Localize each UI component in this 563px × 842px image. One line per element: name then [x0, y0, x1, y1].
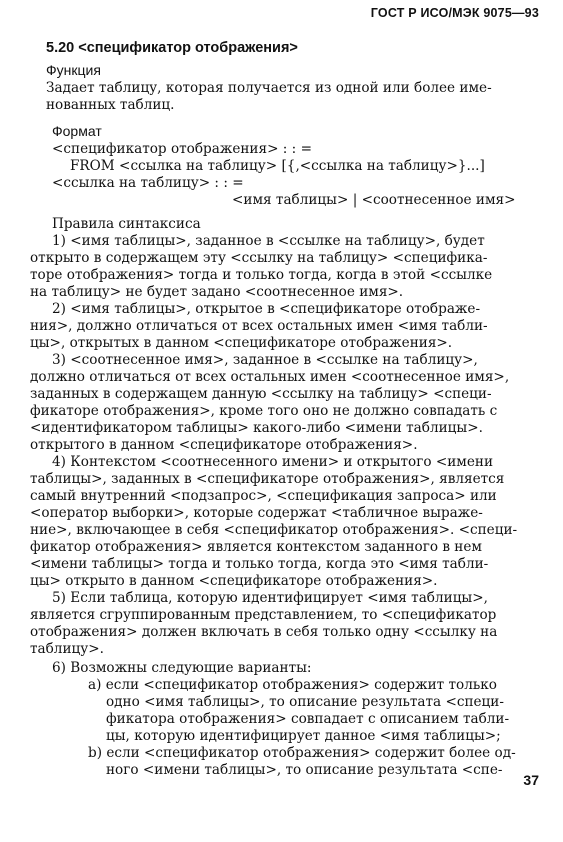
text-line: <оператор выборки>, которые содержат <табличное выраже-: [30, 505, 483, 521]
text-line: Задает таблицу, которая получается из одной или более име-: [46, 80, 492, 96]
text-line: Формат: [52, 123, 102, 139]
text-line: самый внутренний <подзапрос>, <спецификация запроса> или: [30, 488, 497, 504]
text-line: заданных в содержащем данную <ссылку на таблицу> <специ-: [30, 386, 492, 402]
text-line: таблицу>.: [30, 641, 104, 657]
text-line: 3) <соотнесенное имя>, заданное в <ссылке на таблицу>,: [52, 352, 478, 368]
text-line: фикаторе отображения>, кроме того оно не должно совпадать с: [30, 403, 498, 419]
section-title: 5.20 <спецификатор отображения>: [46, 40, 298, 56]
text-line: нованных таблиц.: [46, 97, 175, 113]
text-line: торе отображения> тогда и только тогда, когда в этой <ссылке: [30, 267, 493, 283]
document-header: ГОСТ Р ИСО/МЭК 9075—93: [370, 6, 539, 20]
text-line: <спецификатор отображения> : : =: [52, 141, 312, 157]
text-line: 5) Если таблица, которую идентифицирует <имя таблицы>,: [52, 590, 488, 606]
text-line: Правила синтаксиса: [52, 216, 201, 232]
text-line: b) если <спецификатор отображения> содержит более од-: [88, 745, 516, 761]
text-line: на таблицу> не будет задано <соотнесенное имя>.: [30, 284, 404, 300]
text-line: a) если <спецификатор отображения> содержит только: [88, 677, 497, 693]
text-line: одно <имя таблицы>, то описание результата <специ-: [106, 694, 504, 710]
text-line: <ссылка на таблицу> : : =: [52, 175, 244, 191]
text-line: <идентификатором таблицы> какого-либо <имени таблицы>.: [30, 420, 483, 436]
text-line: ния>, должно отличаться от всех остальных имен <имя табли-: [30, 318, 488, 334]
text-line: открыто в содержащем эту <ссылку на таблицу> <специфика-: [30, 250, 488, 266]
text-line: 4) Контекстом <соотнесенного имени> и открытого <имени: [52, 454, 494, 470]
text-line: открытого в данном <спецификаторе отображения>.: [30, 437, 418, 453]
text-line: ного <имени таблицы>, то описание результата <спе-: [106, 762, 503, 778]
text-line: цы>, открытых в данном <спецификаторе отображения>.: [30, 335, 453, 351]
page-number: 37: [523, 772, 539, 788]
text-line: таблицы>, заданных в <спецификаторе отображения>, является: [30, 471, 505, 487]
text-line: должно отличаться от всех остальных имен <соотнесенное имя>,: [30, 369, 510, 385]
text-line: 6) Возможны следующие варианты:: [52, 660, 312, 676]
text-line: <имя таблицы> | <соотнесенное имя>: [232, 192, 516, 208]
text-line: Функция: [46, 62, 101, 78]
text-line: фикатор отображения> является контекстом заданного в нем: [30, 539, 482, 555]
text-line: фикатора отображения> совпадает с описанием табли-: [106, 711, 510, 727]
text-line: является сгруппированным представлением, то <спецификатор: [30, 607, 497, 623]
text-line: FROM <ссылка на таблицу> [{,<ссылка на таблицу>}...]: [70, 158, 485, 174]
text-line: ние>, включающее в себя <спецификатор отображения>. <специ-: [30, 522, 518, 538]
text-line: цы> открыто в данном <спецификаторе отображения>.: [30, 573, 438, 589]
text-line: 1) <имя таблицы>, заданное в <ссылке на таблицу>, будет: [52, 233, 485, 249]
text-line: <имени таблицы> тогда и только тогда, когда это <имя табли-: [30, 556, 489, 572]
text-line: цы, которую идентифицирует данное <имя таблицы>;: [106, 728, 501, 744]
text-line: 2) <имя таблицы>, открытое в <спецификаторе отображе-: [52, 301, 481, 317]
text-line: отображения> должен включать в себя только одну <ссылку на: [30, 624, 498, 640]
